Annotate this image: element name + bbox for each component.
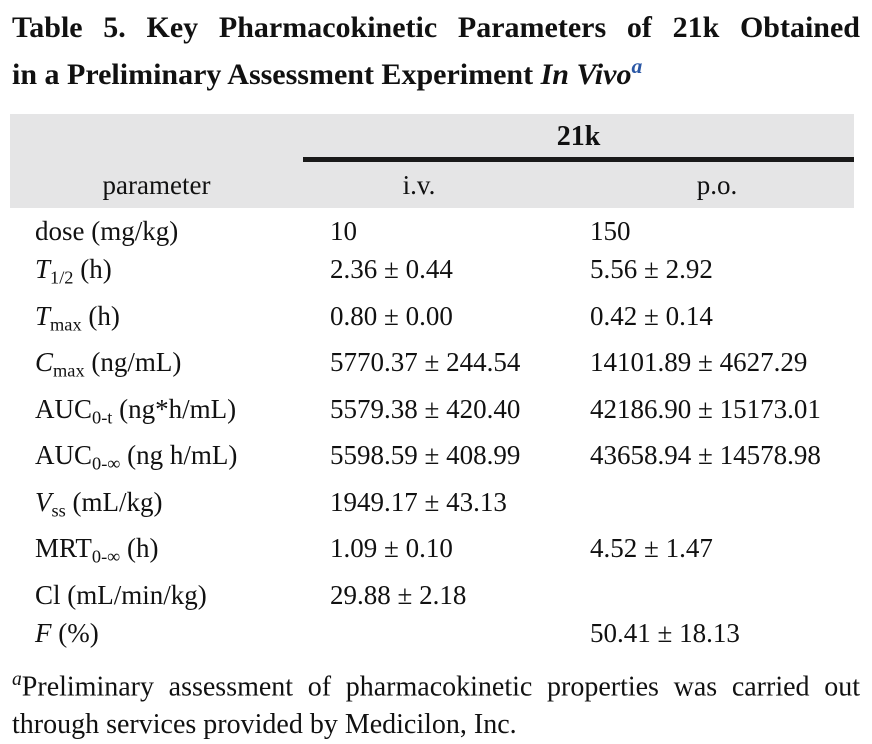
table-header-band xyxy=(10,114,854,208)
iv-value-cell xyxy=(303,614,580,652)
po-value-cell xyxy=(580,483,854,530)
po-value-cell: 150 xyxy=(590,216,631,246)
po-value-cell xyxy=(580,576,854,614)
iv-value-cell: 1.09 ± 0.10 xyxy=(330,533,453,563)
compound-group-span xyxy=(303,120,854,162)
table-row-vss xyxy=(10,483,854,530)
table-row-cl xyxy=(10,576,854,614)
col-header-po: p.o. xyxy=(696,170,738,200)
table-row-auc-0-inf xyxy=(10,436,854,483)
iv-value-cell: 5579.38 ± 420.40 xyxy=(330,393,521,424)
param-cell: $T_{max}$ (h) xyxy=(35,300,120,334)
table-title-line2: in a Preliminary Assessment Experiment In Vivo$^a$ xyxy=(12,54,643,91)
po-value-cell: 14101.89 ± 4627.29 xyxy=(590,347,808,377)
table-row-t-half xyxy=(10,250,854,297)
param-cell: Cl (mL/min/kg) xyxy=(35,579,207,610)
group-row-spacer xyxy=(10,120,303,162)
table-row-dose xyxy=(10,212,854,250)
param-cell: $MRT_{0-\infty}$ (h) xyxy=(35,533,159,567)
param-cell: $T_{1/2}$ (h) xyxy=(35,254,112,288)
po-value-cell: 42186.90 ± 15173.01 xyxy=(590,393,821,424)
iv-value-cell: 1949.17 ± 43.13 xyxy=(330,486,507,517)
table-row-mrt xyxy=(10,529,854,576)
po-value-cell: 5.56 ± 2.92 xyxy=(590,254,713,284)
po-value-cell: 43658.94 ± 14578.98 xyxy=(590,440,821,470)
param-cell: $C_{max}$ (ng/mL) xyxy=(35,347,182,381)
pk-table xyxy=(10,114,854,652)
column-header-row xyxy=(10,162,854,208)
col-header-iv: i.v. xyxy=(402,170,436,200)
iv-value-cell: 5598.59 ± 408.99 xyxy=(330,440,521,470)
iv-value-cell: 2.36 ± 0.44 xyxy=(330,254,453,284)
iv-value-cell: 29.88 ± 2.18 xyxy=(330,579,467,610)
table-footnote: $^a$Preliminary assessment of pharmacokinetic properties was carried out through services provided by Medicilon, Inc. xyxy=(12,668,860,740)
po-value-cell: 0.42 ± 0.14 xyxy=(590,300,713,331)
compound-group-row xyxy=(10,120,854,162)
col-header-parameter: parameter xyxy=(102,170,211,200)
param-cell: $AUC_{0-\infty}$ (ng h/mL) xyxy=(35,440,238,474)
param-cell: dose (mg/kg) xyxy=(35,216,179,246)
iv-value-cell: 0.80 ± 0.00 xyxy=(330,300,453,331)
param-cell: $AUC_{0-t}$ (ng*h/mL) xyxy=(35,393,237,427)
compound-group-header: 21k xyxy=(556,121,601,152)
table-title-line1: Table 5. Key Pharmacokinetic Parameters of 21k Obtained xyxy=(12,11,860,44)
iv-value-cell: 5770.37 ± 244.54 xyxy=(330,347,521,377)
table-row-cmax xyxy=(10,343,854,390)
table-row-tmax xyxy=(10,297,854,344)
param-cell: F (%) xyxy=(35,617,99,648)
table-row-auc-0-t xyxy=(10,390,854,437)
param-cell: $V_{ss}$ (mL/kg) xyxy=(35,486,163,520)
table-row-f xyxy=(10,614,854,652)
table-title xyxy=(12,8,860,94)
table-body xyxy=(10,208,854,652)
iv-value-cell: 10 xyxy=(330,216,357,246)
po-value-cell: 4.52 ± 1.47 xyxy=(590,533,713,563)
po-value-cell: 50.41 ± 18.13 xyxy=(590,617,740,648)
